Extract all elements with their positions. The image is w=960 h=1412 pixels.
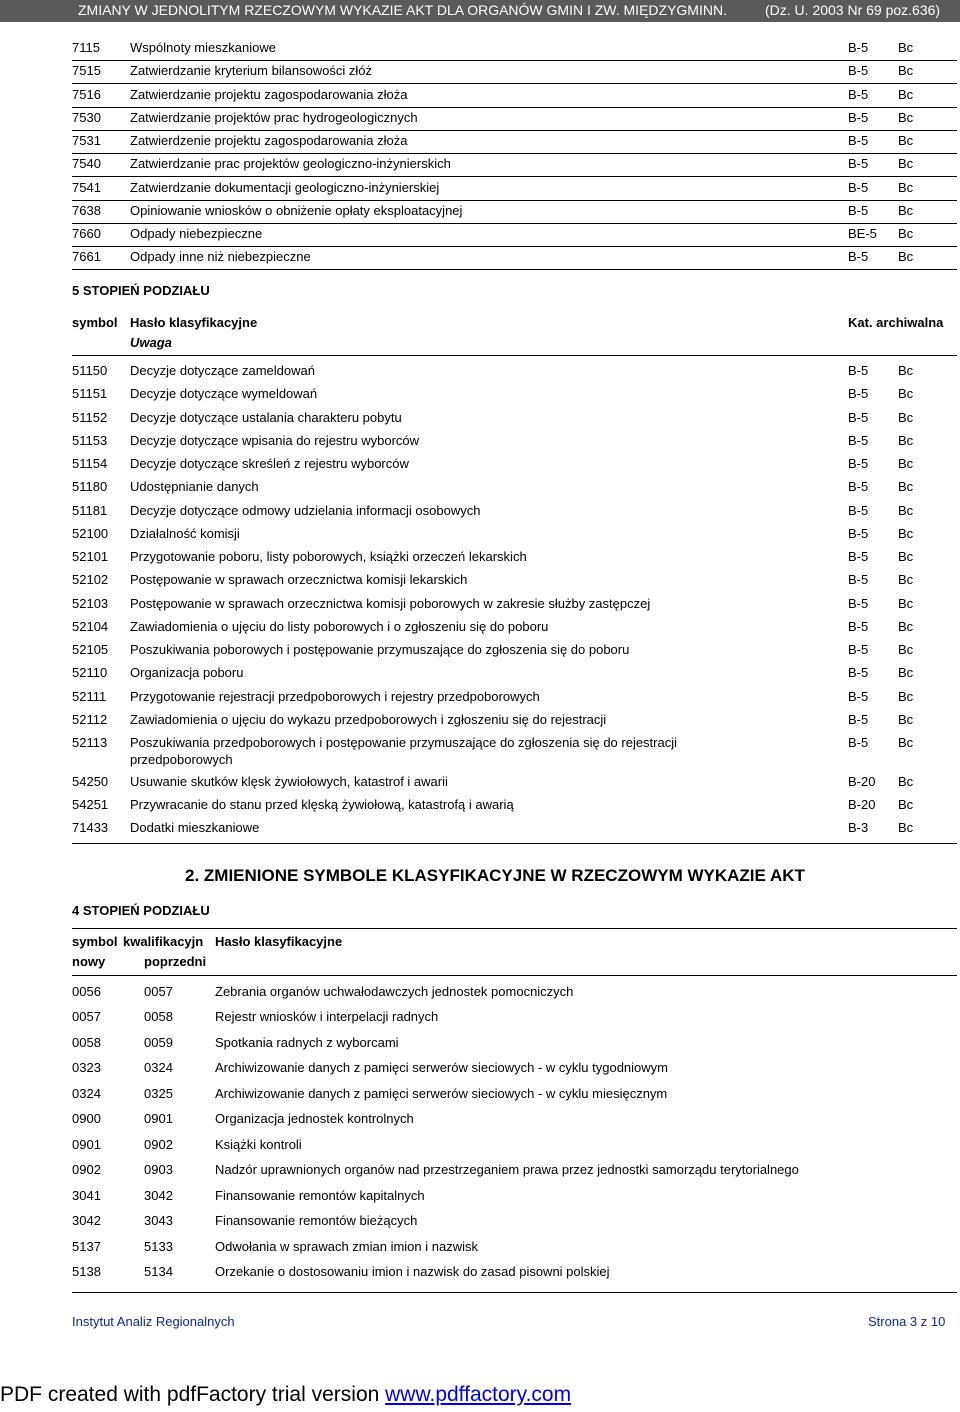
table-row [72,225,957,243]
table-row [72,1008,957,1026]
row-symbol: 51150 [72,363,108,378]
row-description: Finansowanie remontów bieżących [215,1213,418,1228]
row-category: B-5 [848,40,869,55]
row-divider [72,223,957,224]
row-bc: Bc [898,820,914,835]
section2-header-rule [72,355,957,356]
row-symbol-new: 5138 [72,1264,101,1279]
row-description: Postępowanie w sprawach orzecznictwa komisji lekarskich [130,572,468,587]
table-row [72,796,957,814]
table-row [72,385,957,403]
row-description: Zebrania organów uchwałodawczych jednostek pomocniczych [215,984,574,999]
row-category: B-20 [848,774,876,789]
row-description: Przygotowanie poboru, listy poborowych, książki orzeczeń lekarskich [130,549,527,564]
row-description: Zawiadomienia o ujęciu do listy poborowych i o zgłoszeniu się do poboru [130,619,549,634]
row-symbol-previous: 0902 [144,1137,173,1152]
row-description: Decyzje dotyczące ustalania charakteru pobytu [130,410,402,425]
table-row [72,664,957,682]
table-row [72,409,957,427]
row-bc: Bc [898,87,914,102]
col-haslo-header: Hasło klasyfikacyjne [130,315,258,330]
table-row [72,39,957,57]
row-symbol-previous: 5134 [144,1264,173,1279]
table-row [72,1034,957,1052]
row-bc: Bc [898,479,914,494]
row-description: Archiwizowanie danych z pamięci serwerów sieciowych - w cyklu tygodniowym [215,1060,668,1075]
row-description: Dodatki mieszkaniowe [130,820,260,835]
row-category: B-5 [848,619,869,634]
row-bc: Bc [898,526,914,541]
row-description: Wspólnoty mieszkaniowe [130,40,276,55]
row-description-cont: przedpoborowych [130,752,233,767]
section2-heading: 5 STOPIEŃ PODZIAŁU [72,283,210,298]
row-bc: Bc [898,363,914,378]
header-title: ZMIANY W JEDNOLITYM RZECZOWYM WYKAZIE AKT DLA ORGANÓW GMIN I ZW. MIĘDZYGMINN. [78,2,727,18]
row-category: B-5 [848,433,869,448]
row-description: Odpady inne niż niebezpieczne [130,249,311,264]
row-divider [72,246,957,247]
row-symbol-new: 0902 [72,1162,101,1177]
row-description: Zatwierdzanie projektu zagospodarowania złoża [130,87,408,102]
row-symbol-new: 0323 [72,1060,101,1075]
row-description: Decyzje dotyczące skreśleń z rejestru wyborców [130,456,409,471]
col-uwaga-header: Uwaga [130,335,172,350]
row-divider [72,83,957,84]
row-description: Archiwizowanie danych z pamięci serwerów sieciowych - w cyklu miesięcznym [215,1086,668,1101]
row-description: Udostępnianie danych [130,479,259,494]
row-bc: Bc [898,689,914,704]
row-bc: Bc [898,456,914,471]
row-symbol-new: 0901 [72,1137,101,1152]
row-symbol-previous: 0901 [144,1111,173,1126]
table-row [72,155,957,173]
section3-bottom-rule [72,1292,957,1293]
row-category: B-20 [848,797,876,812]
col-kwal-header-3: kwalifikacyjn [123,934,204,949]
row-description: Zatwierdzenie projektu zagospodarowania złoża [130,133,408,148]
row-symbol-new: 5137 [72,1239,101,1254]
row-symbol: 51180 [72,479,108,494]
row-description: Poszukiwania przedpoborowych i postępowanie przymuszające do zgłoszenia się do rejestracji [130,735,678,750]
row-description: Decyzje dotyczące odmowy udzielania informacji osobowych [130,503,481,518]
row-symbol: 7541 [72,180,101,195]
row-bc: Bc [898,596,914,611]
table-row [72,819,957,837]
row-symbol: 51152 [72,410,108,425]
row-bc: Bc [898,774,914,789]
table-row [72,432,957,450]
row-divider [72,130,957,131]
row-symbol: 71433 [72,820,109,835]
row-category: B-5 [848,249,869,264]
col-nowy-header: nowy [72,954,106,969]
row-divider [72,269,957,270]
row-category: B-5 [848,665,869,680]
row-category: B-5 [848,110,869,125]
table-row [72,983,957,1001]
row-description: Przygotowanie rejestracji przedpoborowych i rejestry przedpoborowych [130,689,540,704]
row-description: Zawiadomienia o ujęciu do wykazu przedpoborowych i zgłoszeniu się do rejestracji [130,712,607,727]
table-row [72,1136,957,1154]
header-ref: (Dz. U. 2003 Nr 69 poz.636) [765,2,941,18]
row-symbol-previous: 0058 [144,1009,173,1024]
row-symbol: 7516 [72,87,101,102]
section3-heading: 4 STOPIEŃ PODZIAŁU [72,903,210,918]
table-row [72,248,957,266]
pdffactory-link[interactable]: www.pdffactory.com [385,1383,572,1406]
row-description: Odwołania w sprawach zmian imion i nazwisk [215,1239,478,1254]
row-category: B-5 [848,410,869,425]
row-bc: Bc [898,503,914,518]
row-category: B-5 [848,642,869,657]
row-category: B-5 [848,456,869,471]
row-description: Rejestr wniosków i interpelacji radnych [215,1009,439,1024]
row-bc: Bc [898,549,914,564]
row-category: B-5 [848,63,869,78]
table-row [72,525,957,543]
row-symbol-new: 3042 [72,1213,101,1228]
row-description: Zatwierdzanie dokumentacji geologiczno-inżynierskiej [130,180,440,195]
row-category: B-5 [848,479,869,494]
table-row [72,641,957,659]
row-bc: Bc [898,203,914,218]
table-row [72,1085,957,1103]
table-row [72,1187,957,1205]
row-description: Zatwierdzanie prac projektów geologiczno-inżynierskich [130,156,451,171]
table-row [72,109,957,127]
row-description: Książki kontroli [215,1137,302,1152]
section3-title: 2. ZMIENIONE SYMBOLE KLASYFIKACYJNE W RZECZOWYM WYKAZIE AKT [185,866,805,885]
table-row [72,86,957,104]
pdf-trial-notice [0,1381,571,1409]
row-divider [72,153,957,154]
row-bc: Bc [898,797,914,812]
row-bc: Bc [898,63,914,78]
table-row [72,571,957,589]
table-row [72,1212,957,1230]
row-description: Zatwierdzanie projektów prac hydrogeologicznych [130,110,418,125]
row-symbol: 54250 [72,774,109,789]
row-category: B-5 [848,596,869,611]
row-divider [72,60,957,61]
row-symbol: 52103 [72,596,109,611]
table-row [72,1110,957,1128]
row-bc: Bc [898,619,914,634]
row-description: Decyzje dotyczące zameldowań [130,363,315,378]
row-category: B-5 [848,735,869,750]
table-row [72,688,957,706]
row-bc: Bc [898,180,914,195]
row-symbol: 52112 [72,712,108,727]
row-bc: Bc [898,226,914,241]
row-symbol: 51151 [72,386,108,401]
row-bc: Bc [898,572,914,587]
row-symbol: 51181 [72,503,108,518]
table-row [72,1238,957,1256]
table-row [72,618,957,636]
row-description: Orzekanie o dostosowaniu imion i nazwisk do zasad pisowni polskiej [215,1264,610,1279]
table-row [72,773,957,791]
row-category: B-5 [848,572,869,587]
row-bc: Bc [898,735,914,750]
row-bc: Bc [898,433,914,448]
row-category: B-5 [848,87,869,102]
row-category: B-5 [848,712,869,727]
row-symbol-previous: 3043 [144,1213,173,1228]
row-category: B-5 [848,549,869,564]
header-banner [0,0,960,22]
row-category: B-5 [848,386,869,401]
row-category: BE-5 [848,226,877,241]
row-description: Spotkania radnych z wyborcami [215,1035,399,1050]
row-symbol-previous: 0325 [144,1086,173,1101]
row-symbol-new: 0056 [72,984,101,999]
table-row [72,362,957,380]
row-description: Zatwierdzanie kryterium bilansowości złóż [130,63,373,78]
col-haslo-header-3: Hasło klasyfikacyjne [215,934,343,949]
row-bc: Bc [898,156,914,171]
section3-header-rule [72,975,957,976]
table-row [72,62,957,80]
row-bc: Bc [898,386,914,401]
row-symbol: 7540 [72,156,101,171]
table-row [72,1161,957,1179]
row-symbol-previous: 5133 [144,1239,173,1254]
row-symbol: 51154 [72,456,108,471]
row-symbol: 52110 [72,665,108,680]
col-symbol-header: symbol [72,315,118,330]
row-description: Decyzje dotyczące wymeldowań [130,386,318,401]
row-description: Organizacja jednostek kontrolnych [215,1111,414,1126]
row-bc: Bc [898,40,914,55]
row-bc: Bc [898,712,914,727]
row-symbol: 51153 [72,433,108,448]
table-row [72,179,957,197]
row-description: Decyzje dotyczące wpisania do rejestru wyborców [130,433,420,448]
row-symbol-previous: 3042 [144,1188,173,1203]
col-kat-header: Kat. archiwalna [848,315,944,330]
row-symbol: 7115 [72,40,100,55]
table-row [72,1059,957,1077]
row-symbol: 7661 [72,249,101,264]
row-category: B-5 [848,526,869,541]
row-symbol-previous: 0057 [144,984,173,999]
row-bc: Bc [898,410,914,425]
row-symbol: 54251 [72,797,109,812]
row-category: B-5 [848,156,869,171]
row-description: Poszukiwania poborowych i postępowanie przymuszające do zgłoszenia się do poboru [130,642,630,657]
table-row [72,734,957,767]
row-description: Postępowanie w sprawach orzecznictwa komisji poborowych w zakresie służby zastępczej [130,596,651,611]
row-description: Działalność komisji [130,526,240,541]
footer-left: Instytut Analiz Regionalnych [72,1314,235,1329]
table-row [72,711,957,729]
table-row [72,502,957,520]
row-symbol-previous: 0324 [144,1060,173,1075]
row-category: B-5 [848,203,869,218]
footer-page-number: Strona 3 z 10 [868,1314,946,1329]
row-symbol-previous: 0903 [144,1162,173,1177]
row-description: Opiniowanie wniosków o obniżenie opłaty eksploatacyjnej [130,203,463,218]
row-divider [72,200,957,201]
row-description: Usuwanie skutków klęsk żywiołowych, katastrof i awarii [130,774,448,789]
row-bc: Bc [898,249,914,264]
pdf-trial-text: PDF created with pdfFactory trial version [0,1383,386,1406]
row-symbol: 52113 [72,735,108,750]
row-symbol: 7638 [72,203,101,218]
row-divider [72,107,957,108]
row-symbol-previous: 0059 [144,1035,173,1050]
row-bc: Bc [898,133,914,148]
row-symbol: 52105 [72,642,109,657]
row-divider [72,176,957,177]
row-description: Organizacja poboru [130,665,244,680]
table-row [72,1263,957,1281]
table-row [72,455,957,473]
row-symbol-new: 0058 [72,1035,101,1050]
row-symbol: 7660 [72,226,101,241]
table-row [72,478,957,496]
table-row [72,132,957,150]
row-bc: Bc [898,642,914,657]
row-category: B-5 [848,133,869,148]
table-row [72,202,957,220]
row-symbol: 52104 [72,619,109,634]
row-symbol: 7515 [72,63,101,78]
row-description: Nadzór uprawnionych organów nad przestrzeganiem prawa przez jednostki samorządu terytorialnego [215,1162,799,1177]
row-symbol-new: 0324 [72,1086,101,1101]
row-category: B-5 [848,363,869,378]
table-row [72,595,957,613]
row-category: B-5 [848,180,869,195]
section3-top-rule [72,928,957,929]
row-category: B-5 [848,689,869,704]
row-symbol: 52111 [72,689,107,704]
row-bc: Bc [898,665,914,680]
row-symbol-new: 0057 [72,1009,101,1024]
row-symbol: 7531 [72,133,101,148]
table-row [72,548,957,566]
row-symbol-new: 3041 [72,1188,101,1203]
row-category: B-3 [848,820,869,835]
row-symbol-new: 0900 [72,1111,101,1126]
row-symbol: 7530 [72,110,101,125]
row-bc: Bc [898,110,914,125]
col-poprzedni-header: poprzedni [144,954,207,969]
row-symbol: 52102 [72,572,109,587]
section2-bottom-rule [72,843,957,844]
row-description: Przywracanie do stanu przed klęską żywiołową, katastrofą i awarią [130,797,514,812]
row-description: Finansowanie remontów kapitalnych [215,1188,425,1203]
col-symbol-header-3: symbol [72,934,118,949]
row-symbol: 52100 [72,526,109,541]
row-category: B-5 [848,503,869,518]
row-description: Odpady niebezpieczne [130,226,263,241]
row-symbol: 52101 [72,549,109,564]
